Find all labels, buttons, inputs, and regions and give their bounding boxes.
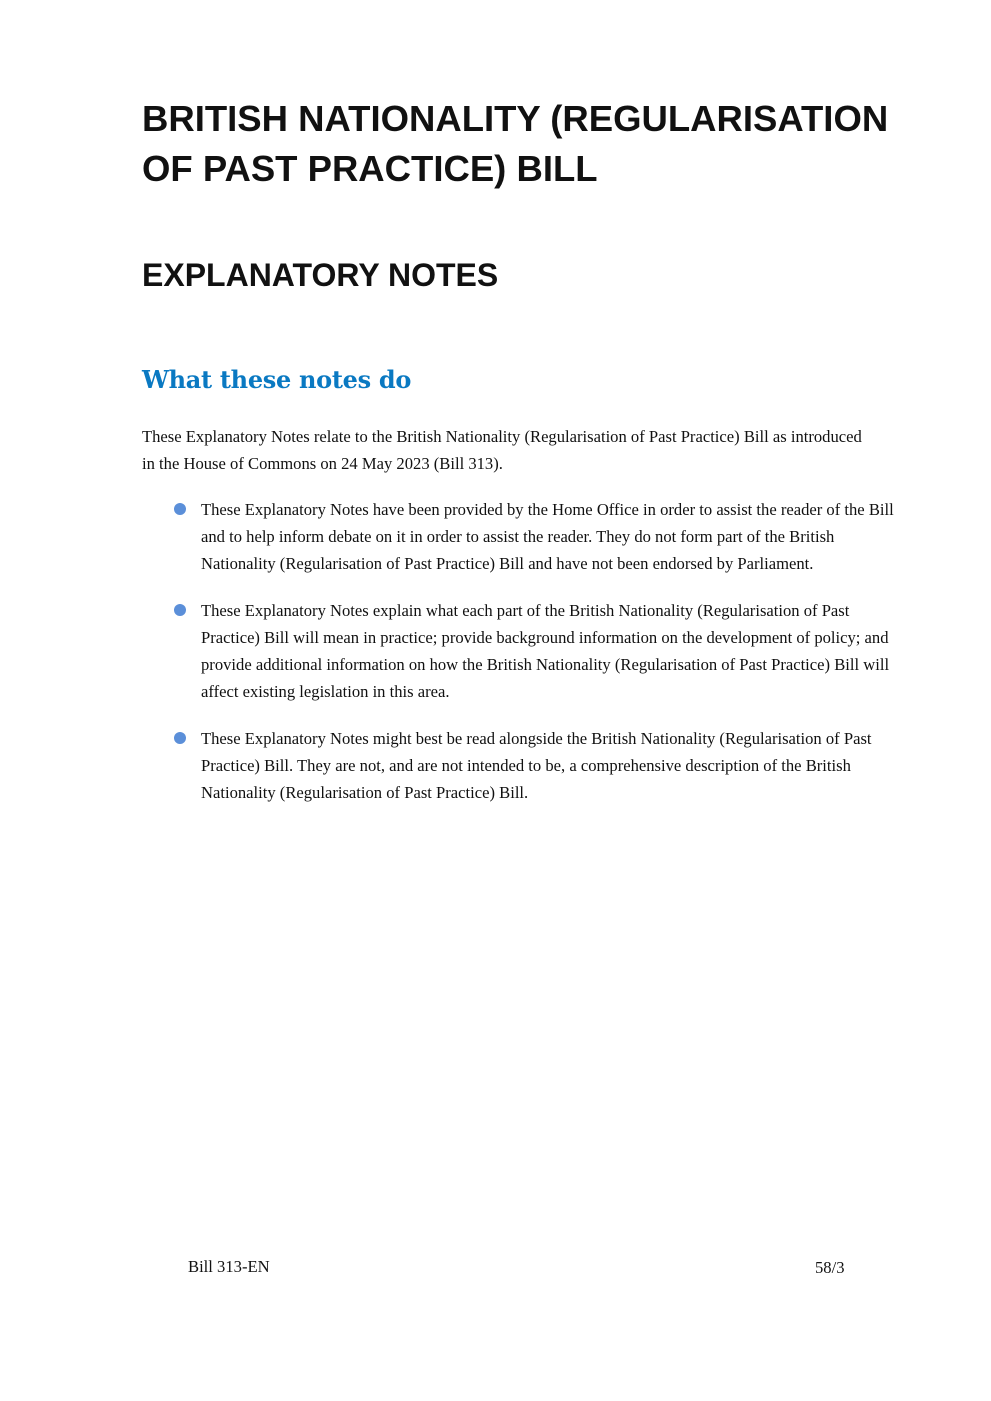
list-item [142,725,902,806]
list-item [142,496,902,577]
bullet-icon [174,503,186,515]
bullet-icon [174,732,186,744]
document-subtitle: EXPLANATORY NOTES [142,257,499,293]
footer-session-number: 58/3 [815,1258,845,1277]
footer-bill-reference: Bill 313-EN [188,1257,270,1276]
list-item-text: These Explanatory Notes have been provided by the Home Office in order to assist the reader of the Bill and to help inform debate on it in order to assist the reader. They do not form part of the British Nationality (Regularisation of Past Practice) Bill and have not been endorsed by Parliament. [201,500,894,573]
bullet-icon [174,604,186,616]
list-item-text: These Explanatory Notes might best be read alongside the British Nationality (Regularisation of Past Practice) Bill. They are not, and are not intended to be, a comprehensive description of the British Nationality (Regularisation of Past Practice) Bill. [201,729,872,802]
bullet-list [142,496,902,826]
section-heading: What these notes do [142,365,412,394]
list-item-text: These Explanatory Notes explain what each part of the British Nationality (Regularisation of Past Practice) Bill will mean in practice; provide background information on the development of policy; and provide additional information on how the British Nationality (Regularisation of Past Practice) Bill will affect existing legislation in this area. [201,601,890,701]
list-item [142,597,902,705]
document-title: BRITISH NATIONALITY (REGULARISATION OF PAST PRACTICE) BILL [142,98,889,189]
intro-paragraph: These Explanatory Notes relate to the British Nationality (Regularisation of Past Practice) Bill as introduced in the House of Commons on 24 May 2023 (Bill 313). [142,427,862,473]
